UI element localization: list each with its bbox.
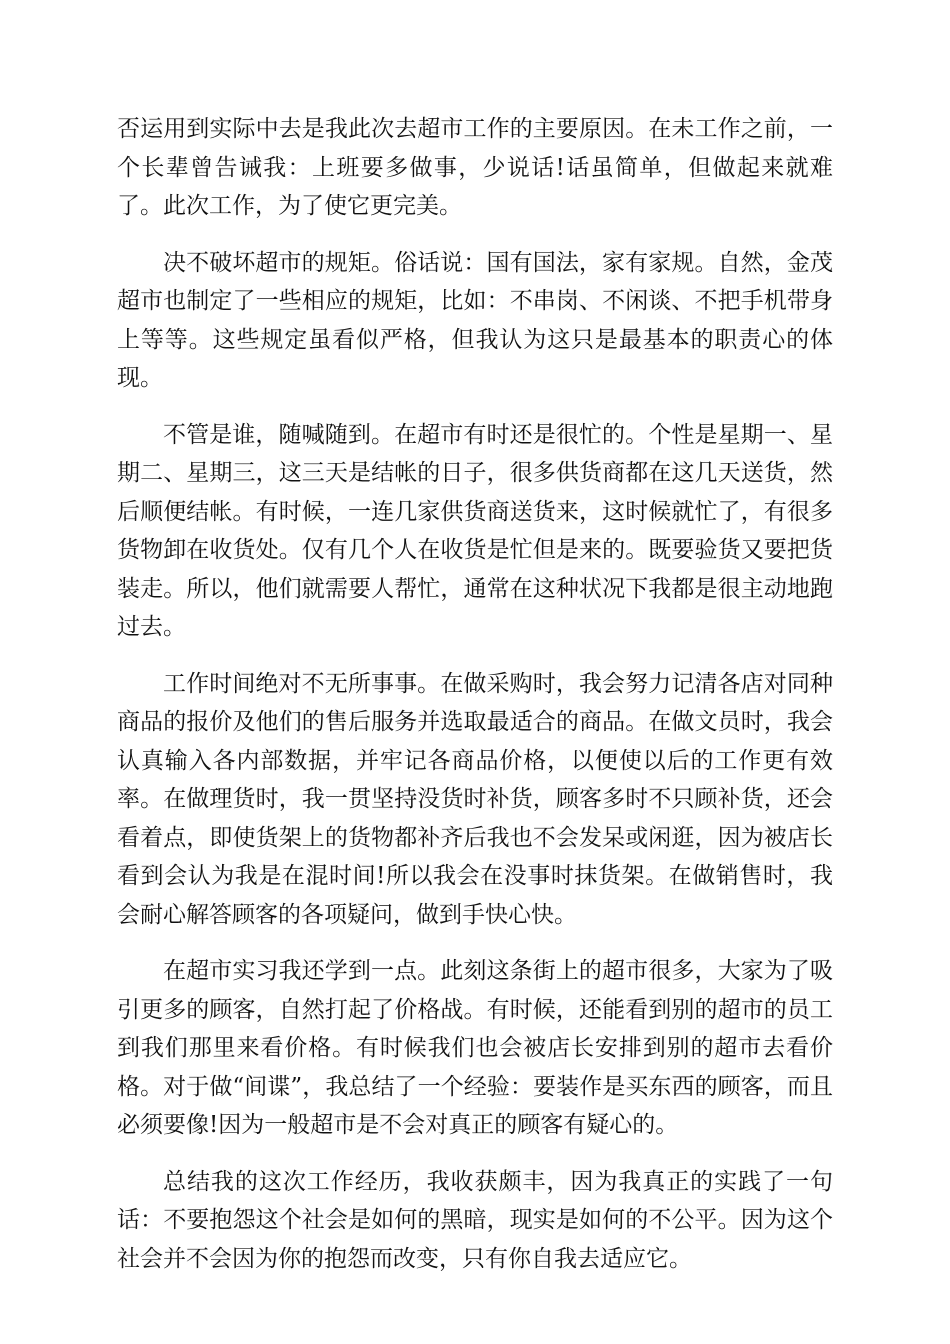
document-body [117, 110, 833, 1296]
paragraph-rules: 决不破坏超市的规矩。俗话说：国有国法，家有家规。自然，金茂超市也制定了一些相应的规矩，比如：不串岗、不闲谈、不把手机带身上等等。这些规定虽看似严格，但我认为这只是最基本的职责心的体现。 [117, 249, 833, 391]
paragraph-continuation: 否运用到实际中去是我此次去超市工作的主要原因。在未工作之前，一个长辈曾告诫我：上班要多做事，少说话!话虽简单，但做起来就难了。此次工作，为了使它更完美。 [117, 116, 833, 219]
paragraph-work-time: 工作时间绝对不无所事事。在做采购时，我会努力记清各店对同种商品的报价及他们的售后服务并选取最适合的商品。在做文员时，我会认真输入各内部数据，并牢记各商品价格，以便使以后的工作更有效率。在做理货时，我一贯坚持没货时补货，顾客多时不只顾补货，还会看着点，即使货架上的货物都补齐后我也不会发呆或闲逛，因为被店长看到会认为我是在混时间!所以我会在没事时抹货架。在做销售时，我会耐心解答顾客的各项疑问，做到手快心快。 [117, 670, 833, 928]
paragraph-summary: 总结我的这次工作经历，我收获颇丰，因为我真正的实践了一句话：不要抱怨这个社会是如何的黑暗，现实是如何的不公平。因为这个社会并不会因为你的抱怨而改变，只有你自我去适应它。 [117, 1168, 833, 1272]
paragraph-internship-lesson: 在超市实习我还学到一点。此刻这条街上的超市很多，大家为了吸引更多的顾客，自然打起了价格战。有时候，还能看到别的超市的员工到我们那里来看价格。有时候我们也会被店长安排到别的超市去看价格。对于做“间谍”，我总结了一个经验：要装作是买东西的顾客，而且必须要像!因为一般超市是不会对真正的顾客有疑心的。 [117, 958, 833, 1138]
paragraph-on-call: 不管是谁，随喊随到。在超市有时还是很忙的。个性是星期一、星期二、星期三，这三天是结帐的日子，很多供货商都在这几天送货，然后顺便结帐。有时候，一连几家供货商送货来，这时候就忙了，有很多货物卸在收货处。仅有几个人在收货是忙但是来的。既要验货又要把货装走。所以，他们就需要人帮忙，通常在这种状况下我都是很主动地跑过去。 [117, 421, 833, 640]
